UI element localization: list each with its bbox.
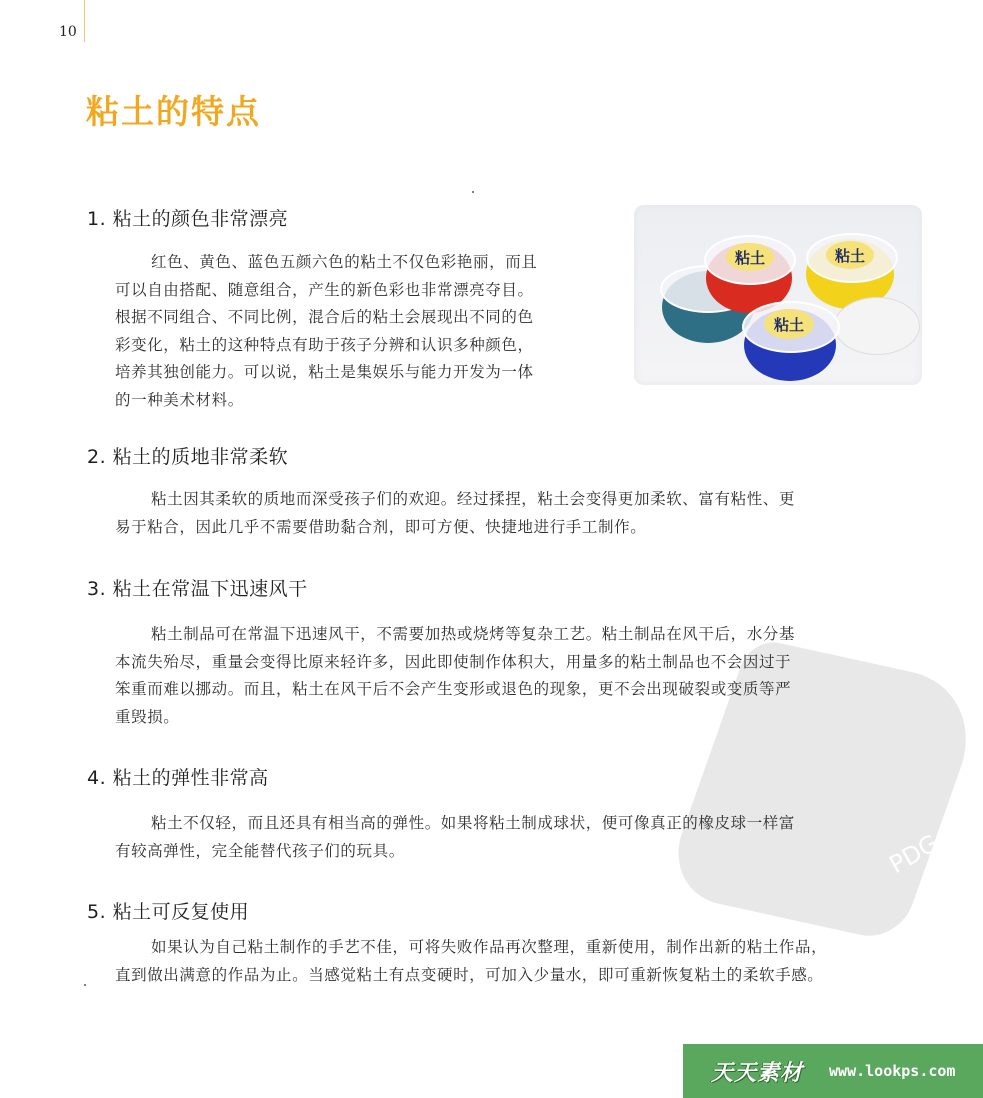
body-line: 可以自由搭配、随意组合，产生的新色彩也非常漂亮夺目。	[115, 280, 534, 299]
section-body-4	[115, 810, 945, 865]
body-line: 笨重而难以挪动。而且，粘土在风干后不会产生变形或退色的现象，更不会出现破裂或变质等严	[115, 680, 792, 698]
tub-label: 粘土	[826, 241, 874, 269]
section-heading-2: 2. 粘土的质地非常柔软	[87, 446, 289, 468]
body-line: 彩变化，粘土的这种特点有助于孩子分辨和认识多种颜色，	[115, 335, 534, 354]
body-line: 红色、黄色、蓝色五颜六色的粘土不仅色彩艳丽，而且	[151, 253, 538, 271]
page-number: 10	[59, 24, 77, 40]
stray-dot	[84, 984, 86, 986]
footer-url-link[interactable]: www.lookps.com	[829, 1062, 956, 1080]
stray-dot	[472, 191, 474, 193]
section-heading-3: 3. 粘土在常温下迅速风干	[87, 578, 308, 600]
section-body-3	[115, 621, 945, 731]
section-heading-1: 1. 粘土的颜色非常漂亮	[87, 208, 289, 230]
body-line: 本流失殆尽，重量会变得比原来轻许多，因此即使制作体积大，用量多的粘土制品也不会因过于	[115, 652, 792, 671]
section-body-5	[115, 934, 945, 989]
body-line: 粘土制品可在常温下迅速风干，不需要加热或烧烤等复杂工艺。粘土制品在风干后，水分基	[151, 625, 796, 643]
body-line: 直到做出满意的作品为止。当感觉粘土有点变硬时，可加入少量水，即可重新恢复粘土的柔软手感。	[115, 965, 824, 984]
section-body-1	[115, 249, 625, 414]
body-line: 培养其独创能力。可以说，粘土是集娱乐与能力开发为一体	[115, 363, 534, 381]
footer-brand: 天天素材	[711, 1060, 804, 1086]
body-line: 的一种美术材料。	[115, 390, 244, 409]
body-line: 粘土因其柔软的质地而深受孩子们的欢迎。经过揉捏，粘土会变得更加柔软、富有粘性、更	[151, 490, 796, 508]
section-heading-4: 4. 粘土的弹性非常高	[87, 767, 269, 789]
tub-label: 粘土	[726, 243, 774, 271]
clay-tubs-photo	[634, 205, 922, 385]
body-line: 粘土不仅轻，而且还具有相当高的弹性。如果将粘土制成球状，便可像真正的橡皮球一样富	[151, 814, 796, 832]
body-line: 有较高弹性，完全能替代孩子们的玩具。	[115, 841, 405, 860]
body-line: 根据不同组合、不同比例，混合后的粘土会展现出不同的色	[115, 308, 534, 326]
body-line: 重毁损。	[115, 707, 180, 726]
page-rule	[84, 0, 85, 42]
tub-label: 粘土	[764, 309, 814, 339]
tub-white	[834, 297, 920, 355]
section-body-2	[115, 486, 945, 541]
section-heading-5: 5. 粘土可反复使用	[87, 901, 250, 923]
body-line: 如果认为自己粘土制作的手艺不佳，可将失败作品再次整理，重新使用，制作出新的粘土作品，	[151, 938, 828, 956]
footer-banner[interactable]	[683, 1044, 983, 1098]
body-line: 易于粘合，因此几乎不需要借助黏合剂，即可方便、快捷地进行手工制作。	[115, 517, 647, 536]
page-title: 粘土的特点	[86, 92, 261, 131]
watermark-text: PDG	[884, 828, 944, 880]
